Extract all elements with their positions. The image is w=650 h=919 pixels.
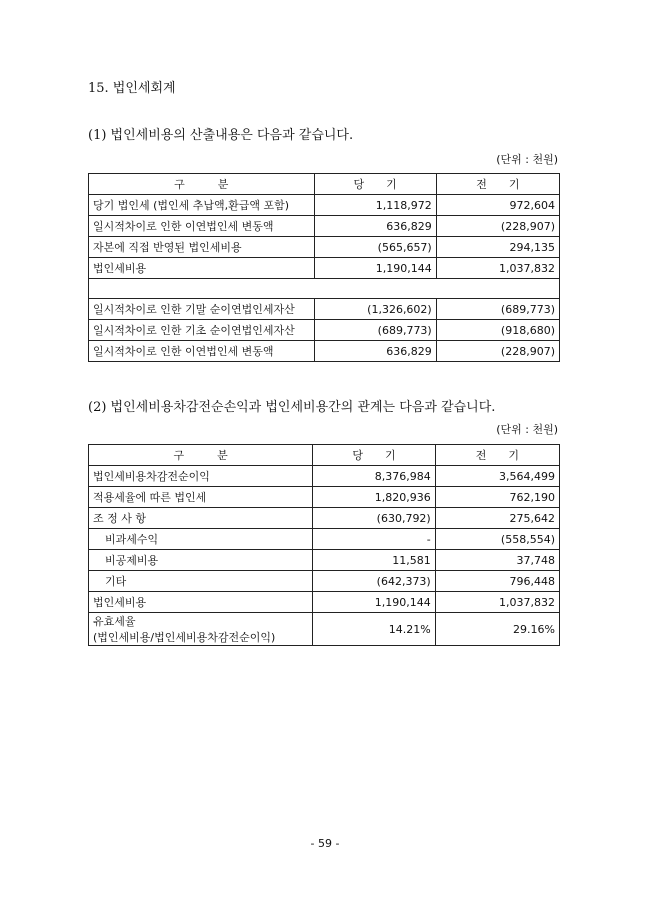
- table-row: [89, 592, 560, 613]
- row-label: 기타: [89, 571, 313, 592]
- row-current: (689,773): [314, 320, 436, 341]
- table-header-row: [89, 445, 560, 466]
- table-row: [89, 237, 560, 258]
- row-current: 8,376,984: [313, 466, 435, 487]
- table-row: [89, 320, 560, 341]
- row-previous: (228,907): [436, 216, 559, 237]
- table-row: [89, 466, 560, 487]
- row-current: (630,792): [313, 508, 435, 529]
- row-previous: (689,773): [436, 299, 559, 320]
- income-tax-expense-table: [88, 173, 560, 362]
- section1-unit: (단위 : 천원): [496, 153, 558, 166]
- header-previous: 전 기: [436, 174, 559, 195]
- row-current: 1,820,936: [313, 487, 435, 508]
- row-label: 적용세율에 따른 법인세: [89, 487, 313, 508]
- table-row: [89, 571, 560, 592]
- blank-cell: [89, 279, 560, 299]
- row-previous: 762,190: [435, 487, 559, 508]
- page-number: - 59 -: [310, 837, 340, 850]
- row-previous: 1,037,832: [436, 258, 559, 279]
- table-row: [89, 487, 560, 508]
- row-current: 1,190,144: [314, 258, 436, 279]
- table-header-row: [89, 174, 560, 195]
- section-heading: 15. 법인세회계: [88, 81, 176, 96]
- row-previous: 37,748: [435, 550, 559, 571]
- row-current: -: [313, 529, 435, 550]
- row-current: 14.21%: [313, 613, 435, 646]
- effective-rate-label-line1: 유효세율: [93, 615, 136, 628]
- row-label: 일시적차이로 인한 이연법인세 변동액: [89, 216, 315, 237]
- row-current: 1,118,972: [314, 195, 436, 216]
- row-previous: 275,642: [435, 508, 559, 529]
- row-previous: 972,604: [436, 195, 559, 216]
- table-row: [89, 299, 560, 320]
- header-current: 당 기: [313, 445, 435, 466]
- row-previous: 3,564,499: [435, 466, 559, 487]
- row-previous: 29.16%: [435, 613, 559, 646]
- header-category: 구 분: [89, 174, 315, 195]
- section1-title: (1) 법인세비용의 산출내용은 다음과 같습니다.: [88, 128, 354, 143]
- table-row: [89, 216, 560, 237]
- blank-row: [89, 279, 560, 299]
- row-previous: (228,907): [436, 341, 559, 362]
- table-row: [89, 195, 560, 216]
- effective-rate-label-line2: (법인세비용/법인세비용차감전순이익): [93, 631, 276, 644]
- row-current: (1,326,602): [314, 299, 436, 320]
- table-row: [89, 341, 560, 362]
- row-label: 조 정 사 항: [89, 508, 313, 529]
- row-current: 636,829: [314, 216, 436, 237]
- row-current: 636,829: [314, 341, 436, 362]
- row-previous: 294,135: [436, 237, 559, 258]
- row-label: 당기 법인세 (법인세 추납액,환급액 포함): [89, 195, 315, 216]
- row-label: 법인세비용: [89, 592, 313, 613]
- row-previous: (558,554): [435, 529, 559, 550]
- row-label: 자본에 직접 반영된 법인세비용: [89, 237, 315, 258]
- row-label: 비공제비용: [89, 550, 313, 571]
- section2-title: (2) 법인세비용차감전순손익과 법인세비용간의 관계는 다음과 같습니다.: [88, 400, 496, 415]
- row-label: 법인세비용차감전순이익: [89, 466, 313, 487]
- row-label: 일시적차이로 인한 기초 순이연법인세자산: [89, 320, 315, 341]
- header-category: 구 분: [89, 445, 313, 466]
- table-row: [89, 550, 560, 571]
- row-current: 1,190,144: [313, 592, 435, 613]
- row-previous: (918,680): [436, 320, 559, 341]
- table-row: [89, 529, 560, 550]
- header-previous: 전 기: [435, 445, 559, 466]
- row-current: 11,581: [313, 550, 435, 571]
- row-label: 비과세수익: [89, 529, 313, 550]
- table-row: [89, 258, 560, 279]
- row-previous: 1,037,832: [435, 592, 559, 613]
- row-current: (565,657): [314, 237, 436, 258]
- table-row: [89, 613, 560, 646]
- row-current: (642,373): [313, 571, 435, 592]
- table-row: [89, 508, 560, 529]
- tax-reconciliation-table: [88, 444, 560, 646]
- row-label: 일시적차이로 인한 이연법인세 변동액: [89, 341, 315, 362]
- section2-unit: (단위 : 천원): [496, 423, 558, 436]
- row-label: 법인세비용: [89, 258, 315, 279]
- row-previous: 796,448: [435, 571, 559, 592]
- effective-rate-label: [89, 613, 313, 646]
- row-label: 일시적차이로 인한 기말 순이연법인세자산: [89, 299, 315, 320]
- header-current: 당 기: [314, 174, 436, 195]
